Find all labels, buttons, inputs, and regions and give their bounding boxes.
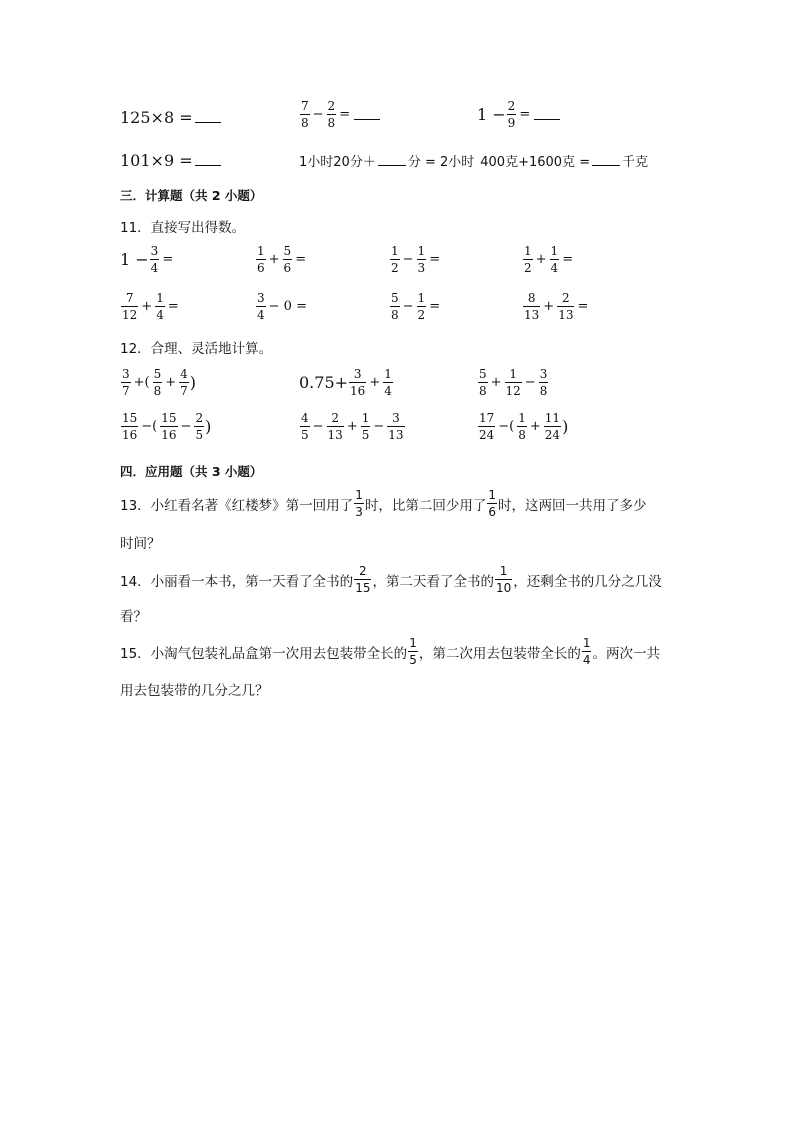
q11-item-7: $\frac{5}{8}$ − $\frac{1}{2}$ =	[391, 291, 441, 322]
section-4-title: 四．应用题（共 3 小题）	[120, 464, 263, 479]
q11-item-2: $\frac{1}{6}$ + $\frac{5}{6}$ =	[257, 244, 307, 275]
q15-line-2: 用去包装带的几分之几？	[120, 683, 269, 699]
q11-item-3: $\frac{1}{2}$ − $\frac{1}{3}$ =	[391, 244, 441, 275]
q12-expr-3: $\frac{5}{8}$ + $\frac{1}{12}$ − $\frac{3}{8}$	[479, 367, 548, 398]
fill-r2-c1: 101×9 =	[120, 151, 223, 170]
q13-line-2: 时间？	[120, 536, 161, 552]
q12-expr-1: $\frac{3}{7}$ +( $\frac{5}{8}$ + $\frac{4}{7}$ )	[122, 367, 197, 398]
q11-item-6: $\frac{3}{4}$ − 0 =	[257, 291, 307, 322]
q11-item-1: 1 − $\frac{3}{4}$ =	[120, 244, 174, 275]
q12-expr-5: $\frac{4}{5}$ − $\frac{2}{13}$ + $\frac{1}{5}$ − $\frac{3}{13}$	[301, 411, 404, 442]
q12-expr-6: $\frac{17}{24}$ −( $\frac{1}{8}$ + $\frac{11}{24}$ )	[479, 411, 569, 442]
fill-r1-c3: 1 − $\frac{2}{9}$ =	[477, 100, 562, 129]
fill-r2-c2: 1小时20分＋ 分 = 2小时 400克+1600克 = 千克	[299, 155, 649, 170]
q12-title: 12．合理、灵活地计算。	[120, 341, 273, 357]
q12-expr-4: $\frac{15}{16}$ −( $\frac{15}{16}$ − $\frac{2}{5}$ )	[122, 411, 212, 442]
q11-item-5: $\frac{7}{12}$ + $\frac{1}{4}$ =	[122, 291, 179, 322]
q14-line-1: 14．小丽看一本书，第一天看了全书的 $\frac{2}{15}$ ，第二天看了全书的 $\frac{1}{10}$ ，还剩全书的几分之几没	[120, 564, 662, 595]
q11-item-4: $\frac{1}{2}$ + $\frac{1}{4}$ =	[524, 244, 574, 275]
fill-r1-c2: $\frac{7}{8}$ − $\frac{2}{8}$ =	[299, 100, 382, 129]
q14-line-2: 看？	[120, 609, 147, 625]
q11-item-8: $\frac{8}{13}$ + $\frac{2}{13}$ =	[524, 291, 589, 322]
section-3-title: 三．计算题（共 2 小题）	[120, 188, 263, 203]
q13-line-1: 13．小红看名著《红楼梦》第一回用了 $\frac{1}{3}$ 时，比第二回少用了 $\frac{1}{6}$ 时，这两回一共用了多少	[120, 488, 647, 519]
q12-expr-2: 0.75+ $\frac{3}{16}$ + $\frac{1}{4}$	[299, 367, 392, 398]
q15-line-1: 15．小淘气包装礼品盒第一次用去包装带全长的 $\frac{1}{5}$ ，第二次用去包装带全长的 $\frac{1}{4}$ 。两次一共	[120, 636, 660, 667]
q11-title: 11．直接写出得数。	[120, 220, 246, 236]
fill-r1-c1: 125×8 =	[120, 108, 223, 127]
